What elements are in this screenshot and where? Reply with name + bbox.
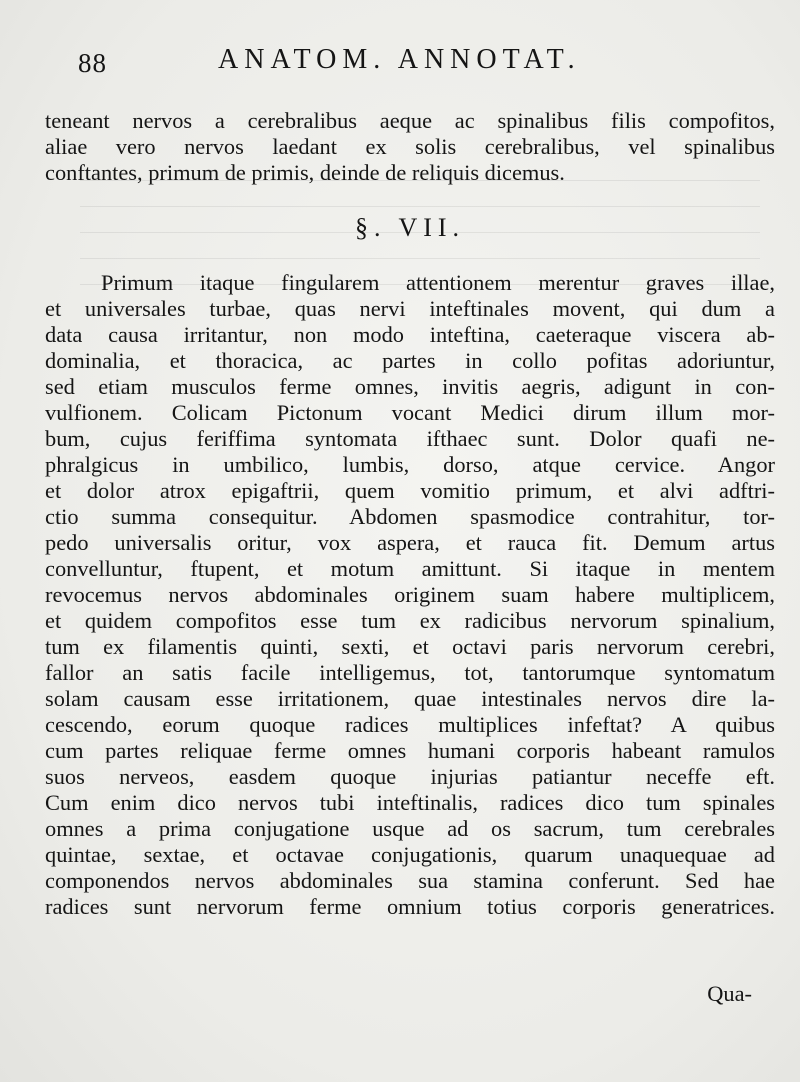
text-line: teneant nervos a cerebralibus aeque ac spinalibus filis compofitos, [45,108,775,133]
text-line: convelluntur, ftupent, et motum amittunt. Si itaque in mentem [45,556,775,581]
text-line: solam causam esse irritationem, quae intestinales nervos dire la- [45,686,775,711]
text-line: dominalia, et thoracica, ac partes in collo pofitas adoriuntur, [45,348,775,373]
text-line: aliae vero nervos laedant ex solis cerebralibus, vel spinalibus [45,134,775,159]
text-line: Cum enim dico nervos tubi inteftinalis, radices dico tum spinales [45,790,775,815]
section-heading: §. VII. [354,213,466,242]
text-line: cescendo, eorum quoque radices multiplices infeftat? A quibus [45,712,775,737]
text-line: bum, cujus feriffima syntomata ifthaec sunt. Dolor quafi ne- [45,426,775,451]
text-line: sed etiam musculos ferme omnes, invitis aegris, adigunt in con- [45,374,775,399]
page-header [78,44,618,84]
text-line: et quidem compofitos esse tum ex radicibus nervorum spinalium, [45,608,775,633]
text-line: Primum itaque fingularem attentionem merentur graves illae, [101,270,775,295]
text-line: et dolor atrox epigaftrii, quem vomitio primum, et alvi adftri- [45,478,775,503]
text-line: tum ex filamentis quinti, sexti, et octavi paris nervorum cerebri, [45,634,775,659]
text-line: vulfionem. Colicam Pictonum vocant Medici dirum illum mor- [45,400,775,425]
text-line: data causa irritantur, non modo inteftina, caeteraque viscera ab- [45,322,775,347]
text-line: omnes a prima conjugatione usque ad os sacrum, tum cerebrales [45,816,775,841]
page-number: 88 [78,48,107,78]
body-text [45,108,775,920]
text-line: suos nerveos, easdem quoque injurias patiantur neceffe eft. [45,764,775,789]
text-line: radices sunt nervorum ferme omnium totius corporis generatrices. [45,894,775,919]
text-line: phralgicus in umbilico, lumbis, dorso, atque cervice. Angor [45,452,775,477]
text-line: pedo universalis oritur, vox aspera, et rauca fit. Demum artus [45,530,775,555]
text-line: et universales turbae, quas nervi inteftinales movent, qui dum a [45,296,775,321]
text-line: componendos nervos abdominales sua stamina conferunt. Sed hae [45,868,775,893]
text-line: revocemus nervos abdominales originem suam habere multiplicem, [45,582,775,607]
catchword: Qua- [707,981,752,1006]
text-line: cum partes reliquae ferme omnes humani corporis habeant ramulos [45,738,775,763]
text-line: quintae, sextae, et octavae conjugationis, quarum unaquequae ad [45,842,775,867]
text-line: fallor an satis facile intelligemus, tot, tantorumque syntomatum [45,660,775,685]
running-head: ANATOM. ANNOTAT. [218,44,581,75]
text-line: ctio summa consequitur. Abdomen spasmodice contrahitur, tor- [45,504,775,529]
text-line: conftantes, primum de primis, deinde de reliquis dicemus. [45,160,565,185]
